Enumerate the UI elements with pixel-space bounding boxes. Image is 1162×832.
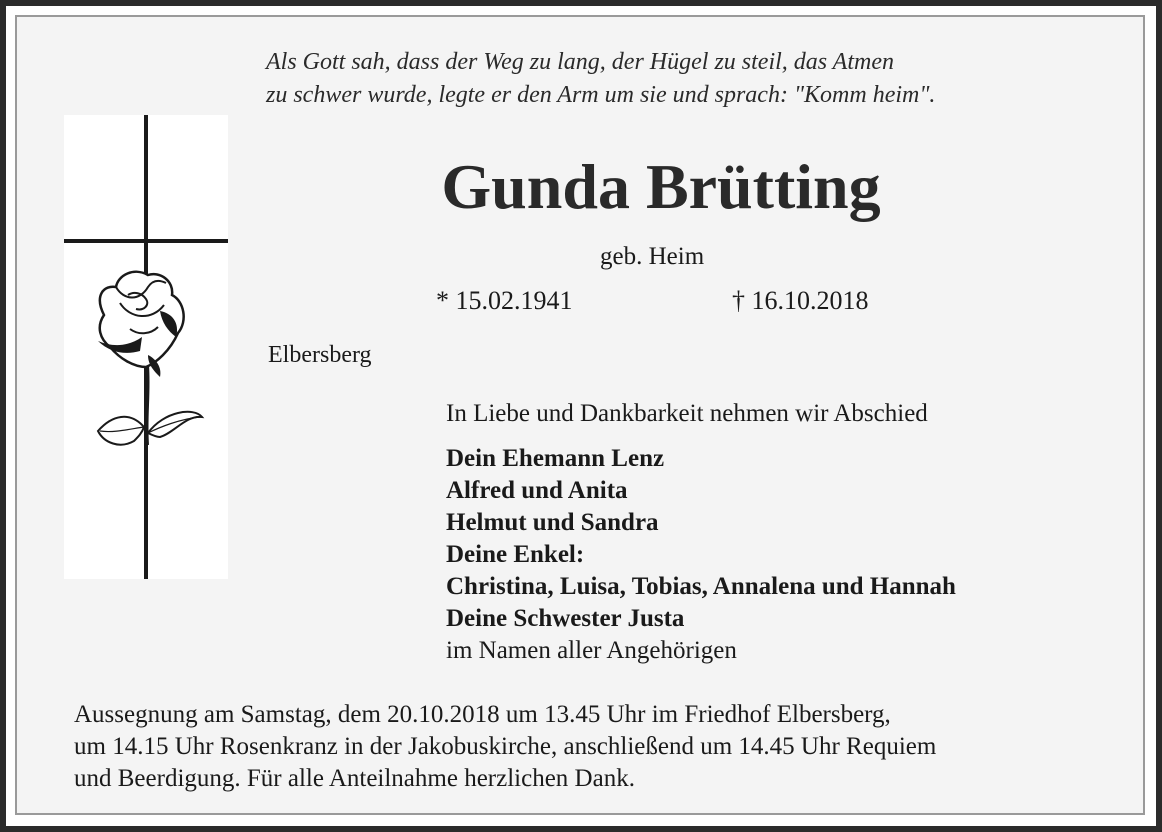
- mourner-line: Alfred und Anita: [446, 477, 628, 504]
- mourner-line: Deine Enkel:: [446, 541, 585, 568]
- mourner-line: Christina, Luisa, Tobias, Annalena und Hannah: [446, 573, 956, 600]
- birth-date: * 15.02.1941: [436, 286, 573, 315]
- deceased-name: Gunda Brütting: [441, 151, 881, 222]
- quote-line-1: Als Gott sah, dass der Weg zu lang, der Hügel zu steil, das Atmen: [266, 49, 894, 75]
- maiden-name: geb. Heim: [600, 243, 705, 270]
- death-date: † 16.10.2018: [732, 286, 869, 315]
- service-line-2: um 14.15 Uhr Rosenkranz in der Jakobuskirche, anschließend um 14.45 Uhr Requiem: [74, 733, 937, 760]
- service-line-3: und Beerdigung. Für alle Anteilnahme herzlichen Dank.: [74, 765, 635, 792]
- service-line-1: Aussegnung am Samstag, dem 20.10.2018 um 13.45 Uhr im Friedhof Elbersberg,: [74, 701, 891, 728]
- farewell-line: In Liebe und Dankbarkeit nehmen wir Abschied: [446, 400, 928, 427]
- home-place: Elbersberg: [268, 342, 372, 368]
- quote-line-2: zu schwer wurde, legte er den Arm um sie und sprach: "Komm heim".: [266, 82, 936, 108]
- mourner-line: Helmut und Sandra: [446, 509, 659, 536]
- mourner-line: Dein Ehemann Lenz: [446, 445, 665, 472]
- mourner-line: Deine Schwester Justa: [446, 605, 685, 632]
- closing-line: im Namen aller Angehörigen: [446, 637, 737, 664]
